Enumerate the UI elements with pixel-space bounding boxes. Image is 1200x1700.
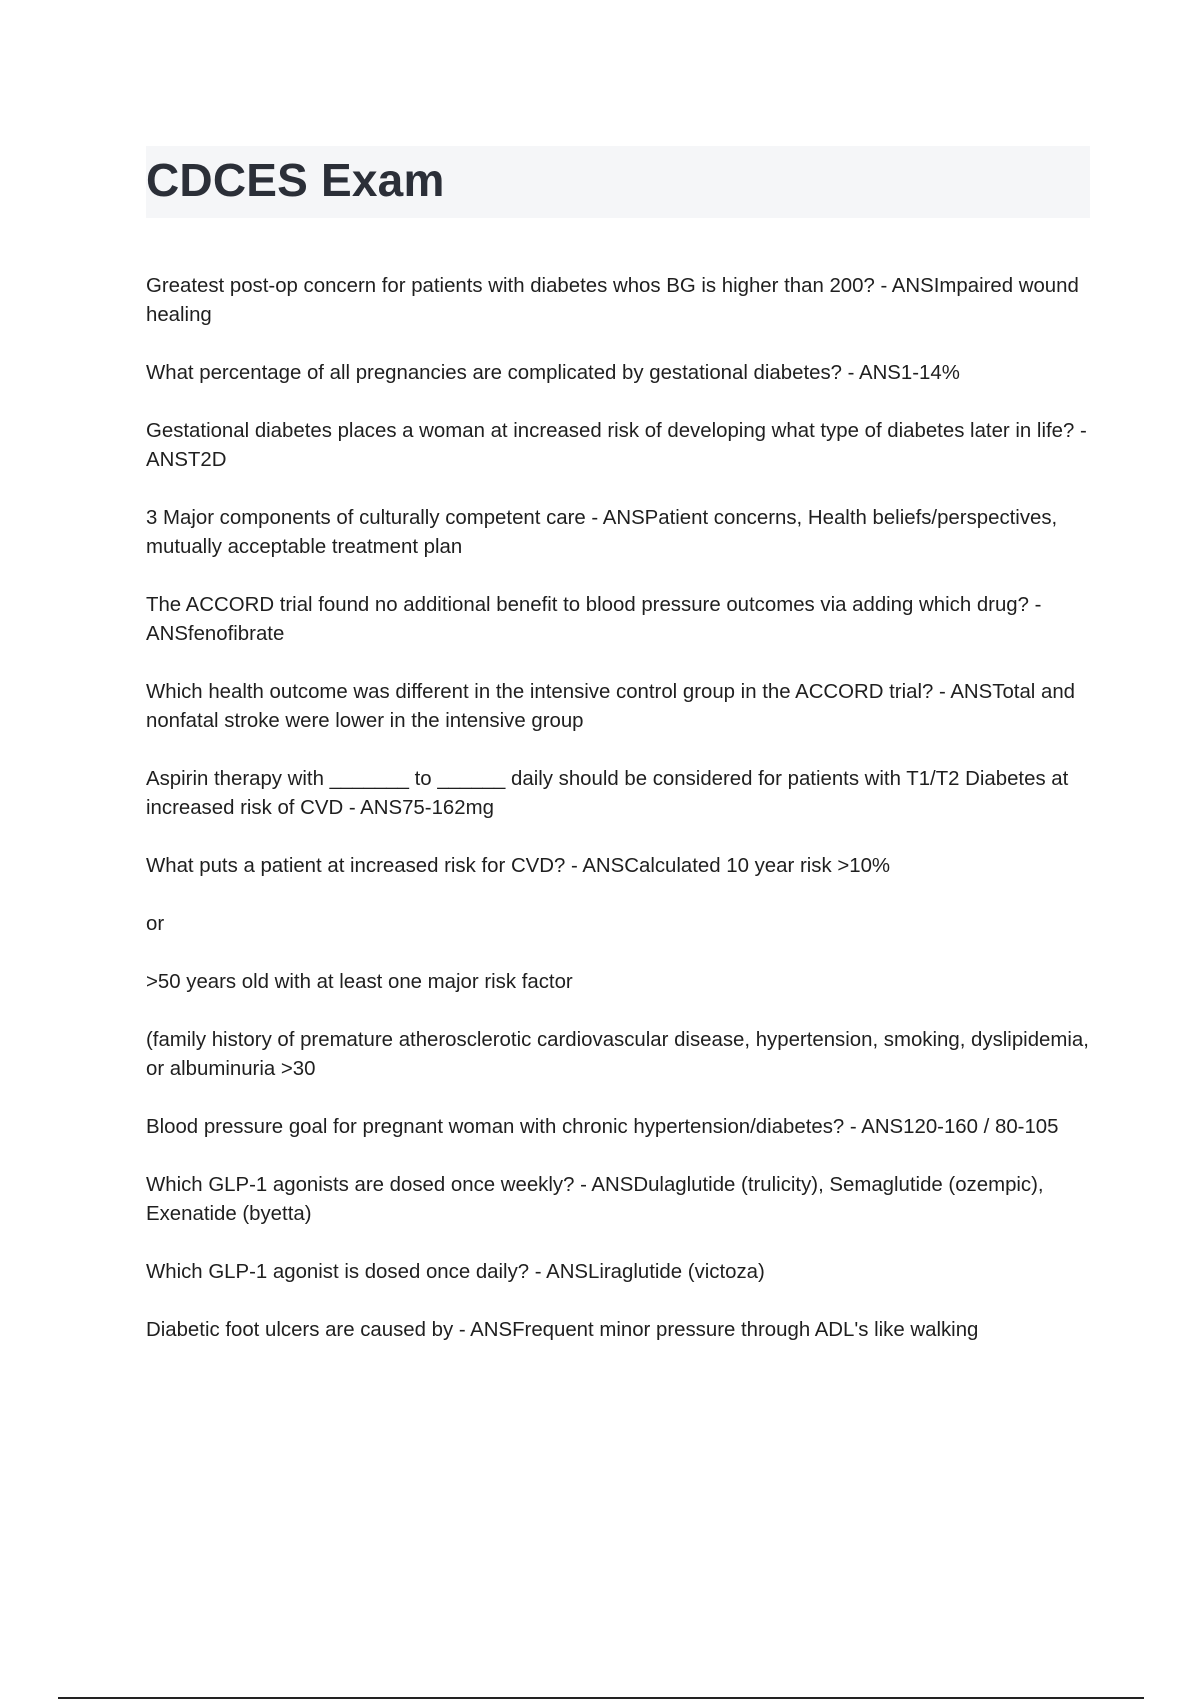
page-title: CDCES Exam [146, 154, 445, 206]
paragraph: What puts a patient at increased risk for CVD? - ANSCalculated 10 year risk >10% [146, 855, 891, 877]
paragraph: Which health outcome was different in the intensive control group in the ACCORD trial? - ANSTotal and nonfatal stroke were lower in the intensive group [146, 681, 1076, 732]
paragraph: What percentage of all pregnancies are complicated by gestational diabetes? - ANS1-14% [146, 362, 960, 384]
paragraph: Gestational diabetes places a woman at increased risk of developing what type of diabetes later in life? - ANST2D [146, 420, 1087, 471]
paragraph: (family history of premature atherosclerotic cardiovascular disease, hypertension, smoking, dyslipidemia, or albuminuria >30 [146, 1029, 1089, 1080]
paragraph: Diabetic foot ulcers are caused by - ANSFrequent minor pressure through ADL's like walking [146, 1319, 979, 1341]
paragraph: or [146, 913, 165, 935]
document-body [146, 272, 1094, 1374]
paragraph: Aspirin therapy with _______ to ______ daily should be considered for patients with T1/T2 Diabetes at increased risk of CVD - ANS75-162mg [146, 768, 1069, 819]
paragraph: >50 years old with at least one major risk factor [146, 971, 573, 993]
paragraph: Greatest post-op concern for patients with diabetes whos BG is higher than 200? - ANSImpaired wound healing [146, 275, 1079, 326]
paragraph: Which GLP-1 agonist is dosed once daily? - ANSLiraglutide (victoza) [146, 1261, 765, 1283]
paragraph: The ACCORD trial found no additional benefit to blood pressure outcomes via adding which drug? - ANSfenofibrate [146, 594, 1042, 645]
paragraph: 3 Major components of culturally competent care - ANSPatient concerns, Health beliefs/perspectives, mutually acceptable treatment plan [146, 507, 1058, 558]
paragraph: Blood pressure goal for pregnant woman with chronic hypertension/diabetes? - ANS120-160 / 80-105 [146, 1116, 1059, 1138]
paragraph: Which GLP-1 agonists are dosed once weekly? - ANSDulaglutide (trulicity), Semaglutide (ozempic), Exenatide (byetta) [146, 1174, 1044, 1225]
footer-divider [58, 1697, 1144, 1699]
title-banner [146, 146, 1090, 218]
